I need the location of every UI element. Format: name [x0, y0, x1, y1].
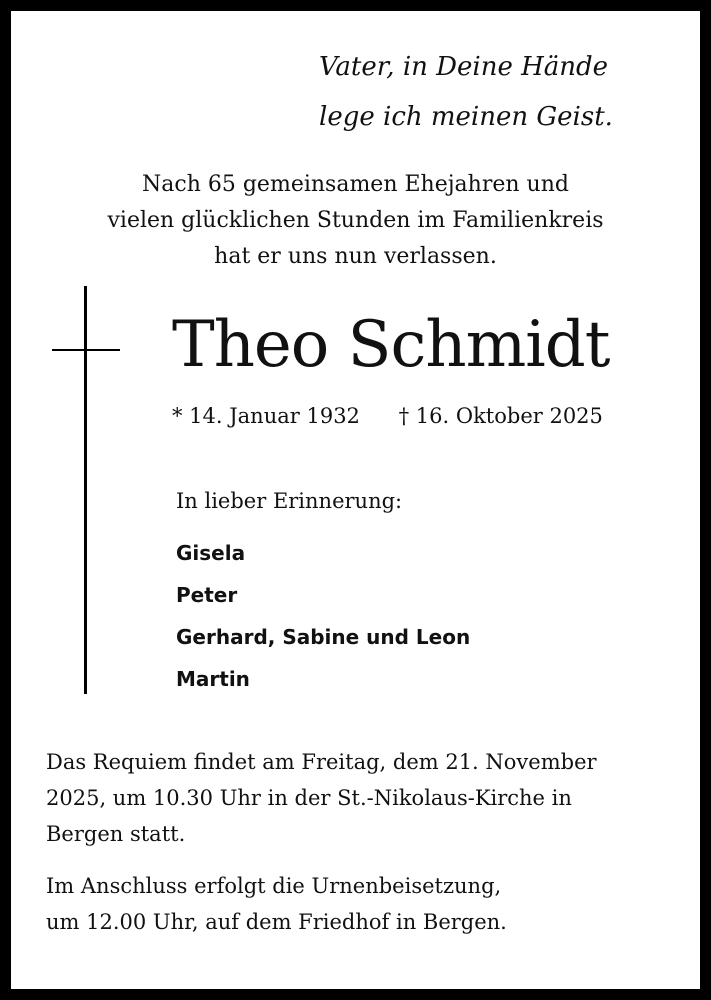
- motto-line: lege ich meinen Geist.: [319, 102, 613, 132]
- cross-vertical-bar: [84, 286, 87, 694]
- intro-text: [0, 167, 711, 275]
- deceased-name: Theo Schmidt: [172, 308, 610, 382]
- mourner-name: Peter: [176, 583, 238, 607]
- memory-label: In lieber Erinnerung:: [176, 489, 403, 513]
- mourners-list: [176, 532, 470, 700]
- intro-line: Nach 65 gemeinsamen Ehejahren und: [142, 172, 569, 197]
- mourner-name: Gerhard, Sabine und Leon: [176, 625, 471, 649]
- burial-notice: [46, 868, 676, 940]
- intro-line: hat er uns nun verlassen.: [214, 244, 497, 269]
- burial-line: um 12.00 Uhr, auf dem Friedhof in Bergen.: [46, 910, 507, 934]
- motto-quote: [319, 42, 649, 142]
- burial-line: Im Anschluss erfolgt die Urnenbeisetzung,: [46, 874, 502, 898]
- birth-date: * 14. Januar 1932: [172, 404, 360, 428]
- motto-line: Vater, in Deine Hände: [319, 52, 609, 82]
- death-date: † 16. Oktober 2025: [398, 404, 603, 428]
- intro-line: vielen glücklichen Stunden im Familienkreis: [107, 208, 604, 233]
- mourner-name: Martin: [176, 667, 250, 691]
- requiem-line: Das Requiem findet am Freitag, dem 21. November: [46, 750, 597, 774]
- requiem-line: 2025, um 10.30 Uhr in der St.-Nikolaus-Kirche in: [46, 786, 572, 810]
- cross-icon: [52, 286, 122, 694]
- mourner-name: Gisela: [176, 541, 246, 565]
- requiem-notice: [46, 744, 676, 852]
- life-dates: [172, 398, 603, 434]
- cross-horizontal-bar: [52, 349, 120, 351]
- requiem-line: Bergen statt.: [46, 822, 186, 846]
